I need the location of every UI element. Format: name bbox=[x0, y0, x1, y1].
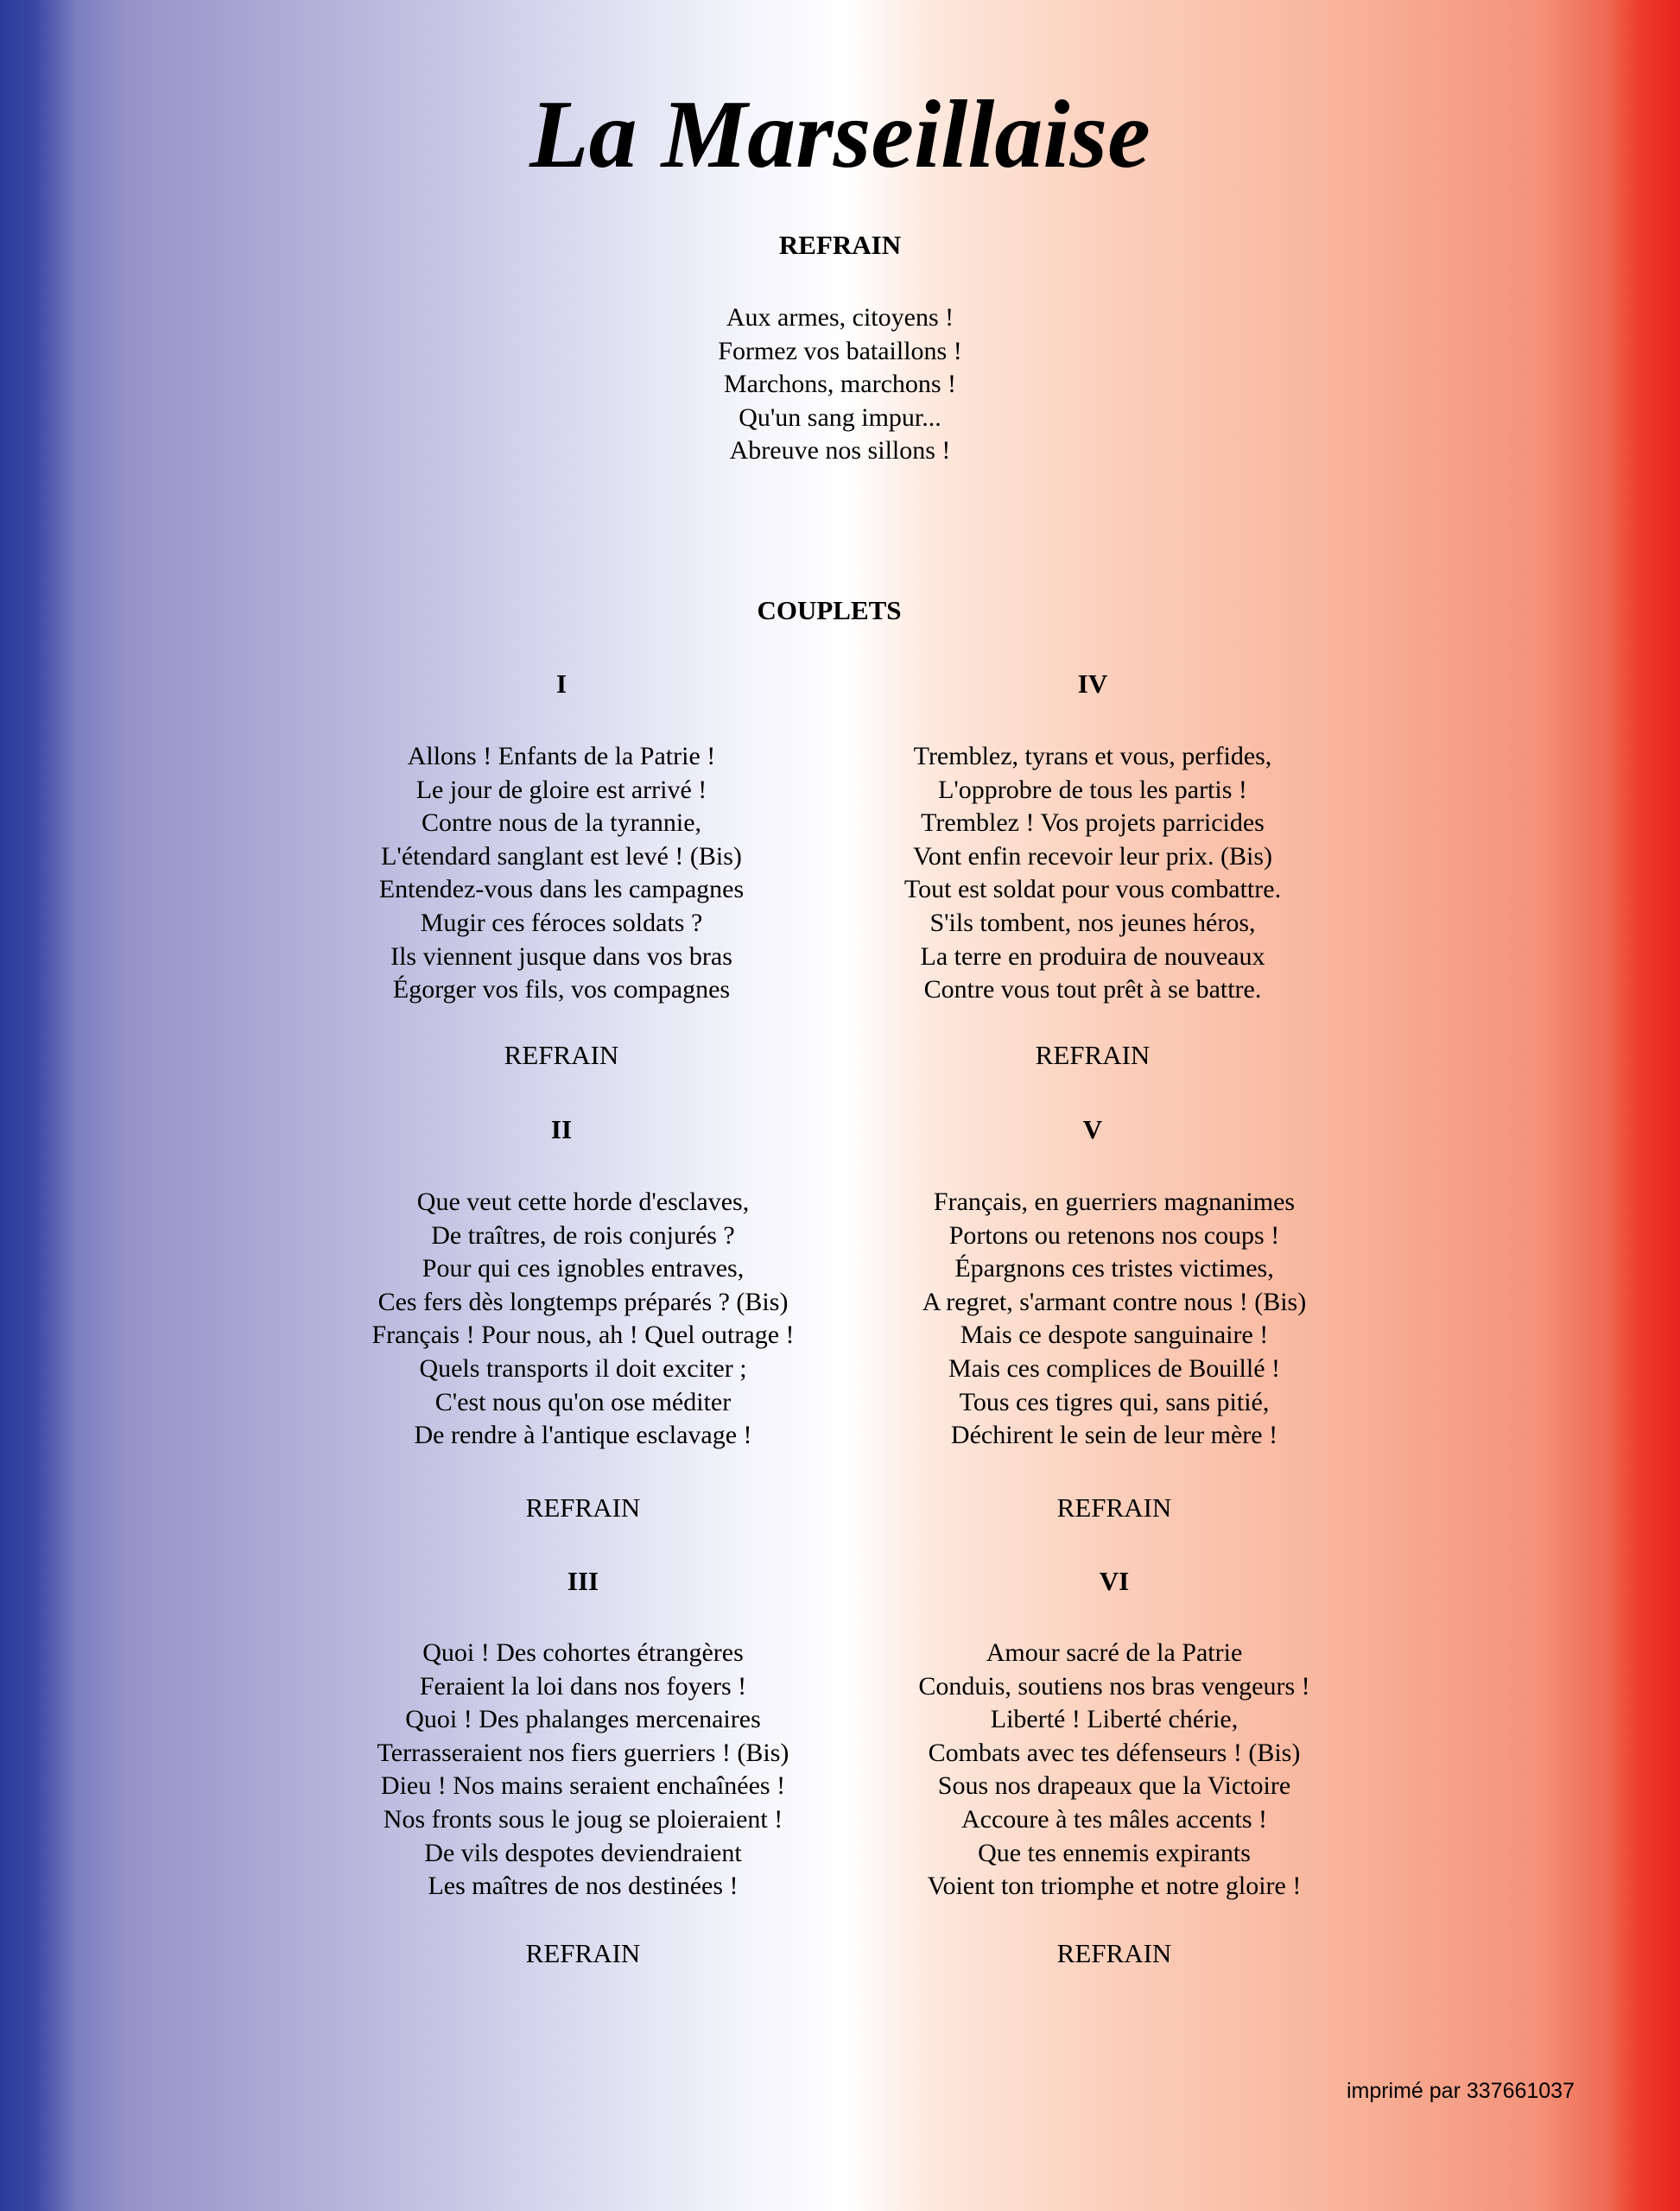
couplet-line: Quoi ! Des phalanges mercenaires bbox=[405, 1705, 761, 1734]
couplet-line: Épargnons ces tristes victimes, bbox=[954, 1254, 1274, 1283]
couplet-line: Quels transports il doit exciter ; bbox=[419, 1353, 747, 1383]
couplet-line: Vont enfin recevoir leur prix. (Bis) bbox=[912, 841, 1272, 871]
couplet-line: Voient ton triomphe et notre gloire ! bbox=[927, 1872, 1302, 1901]
refrain-label: REFRAIN bbox=[504, 1040, 619, 1070]
couplet-line: Mais ce despote sanguinaire ! bbox=[960, 1321, 1269, 1350]
refrain-heading: REFRAIN bbox=[778, 230, 902, 260]
couplet-line: Tremblez ! Vos projets parricides bbox=[921, 808, 1265, 838]
couplet-line: Combats avec tes défenseurs ! (Bis) bbox=[928, 1738, 1301, 1767]
couplet-line: Feraient la loi dans nos foyers ! bbox=[419, 1671, 747, 1701]
couplet-numeral: IV bbox=[1077, 668, 1108, 699]
refrain-label: REFRAIN bbox=[1056, 1492, 1172, 1523]
couplet-lines bbox=[302, 740, 821, 1007]
couplet-line: Ces fers dès longtemps préparés ? (Bis) bbox=[377, 1287, 789, 1316]
couplet-line: Ils viennent jusque dans vos bras bbox=[390, 941, 732, 971]
couplet-line: Contre nous de la tyrannie, bbox=[421, 808, 702, 838]
couplet-line: Pour qui ces ignobles entraves, bbox=[422, 1254, 745, 1283]
couplet-line: Mais ces complices de Bouillé ! bbox=[948, 1353, 1281, 1383]
couplet-line: Sous nos drapeaux que la Victoire bbox=[937, 1771, 1291, 1801]
couplet-line: Portons ou retenons nos coups ! bbox=[948, 1220, 1280, 1250]
couplet-line: Quoi ! Des cohortes étrangères bbox=[422, 1638, 744, 1667]
couplet-line: Que tes ennemis expirants bbox=[978, 1838, 1251, 1867]
refrain-line: Qu'un sang impur... bbox=[739, 402, 941, 432]
couplet-line: Contre vous tout prêt à se battre. bbox=[923, 975, 1262, 1004]
couplet-lines bbox=[855, 1186, 1373, 1453]
couplet-line: De vils despotes deviendraient bbox=[424, 1838, 742, 1867]
printed-by-footer: imprimé par 337661037 bbox=[1346, 2079, 1575, 2103]
couplet-line: Allons ! Enfants de la Patrie ! bbox=[407, 742, 716, 770]
couplet-line: Les maîtres de nos destinées ! bbox=[428, 1872, 739, 1901]
refrain-label: REFRAIN bbox=[525, 1492, 641, 1523]
couplet-line: Égorger vos fils, vos compagnes bbox=[392, 975, 731, 1004]
refrain-label: REFRAIN bbox=[525, 1938, 641, 1968]
couplet-line: Liberté ! Liberté chérie, bbox=[990, 1705, 1239, 1734]
couplet-line: Tous ces tigres qui, sans pitié, bbox=[959, 1387, 1270, 1416]
couplet-line: Conduis, soutiens nos bras vengeurs ! bbox=[918, 1671, 1310, 1701]
couplet-line: Français, en guerriers magnanimes bbox=[933, 1188, 1296, 1216]
refrain-line: Formez vos bataillons ! bbox=[718, 336, 962, 365]
couplet-lines bbox=[324, 1637, 842, 1904]
couplet-lines bbox=[855, 1637, 1373, 1904]
couplet-line: Tremblez, tyrans et vous, perfides, bbox=[913, 742, 1272, 770]
couplet-line: Que veut cette horde d'esclaves, bbox=[416, 1188, 750, 1216]
couplet-line: Déchirent le sein de leur mère ! bbox=[950, 1421, 1278, 1450]
couplet-line: Le jour de gloire est arrivé ! bbox=[415, 775, 707, 804]
refrain-label: REFRAIN bbox=[1035, 1040, 1151, 1070]
couplet-line: La terre en produira de nouveaux bbox=[920, 941, 1265, 971]
couplet-numeral: I bbox=[555, 668, 567, 699]
couplet-numeral: III bbox=[567, 1566, 599, 1596]
couplet-line: Mugir ces féroces soldats ? bbox=[420, 908, 703, 937]
couplet-numeral: V bbox=[1082, 1114, 1103, 1144]
couplet-line: S'ils tombent, nos jeunes héros, bbox=[929, 908, 1256, 937]
couplet-line: Tout est soldat pour vous combattre. bbox=[903, 875, 1282, 904]
couplet-lines bbox=[324, 1186, 842, 1453]
couplet-numeral: II bbox=[550, 1114, 573, 1144]
couplet-lines bbox=[834, 740, 1352, 1007]
refrain-label: REFRAIN bbox=[1056, 1938, 1172, 1968]
couplet-numeral: VI bbox=[1099, 1566, 1130, 1596]
couplets-heading: COUPLETS bbox=[757, 595, 902, 625]
couplet-line: C'est nous qu'on ose méditer bbox=[434, 1387, 732, 1416]
couplet-line: Nos fronts sous le joug se ploieraient ! bbox=[383, 1804, 783, 1834]
couplet-line: Terrasseraient nos fiers guerriers ! (Bis) bbox=[377, 1738, 789, 1767]
couplet-line: Dieu ! Nos mains seraient enchaînées ! bbox=[380, 1771, 786, 1801]
couplet-line: A regret, s'armant contre nous ! (Bis) bbox=[922, 1287, 1307, 1316]
page-title: La Marseillaise bbox=[529, 81, 1151, 188]
refrain-line: Marchons, marchons ! bbox=[723, 370, 957, 399]
couplet-line: Français ! Pour nous, ah ! Quel outrage ! bbox=[371, 1321, 795, 1350]
refrain-lines bbox=[0, 301, 1680, 468]
couplet-line: Entendez-vous dans les campagnes bbox=[378, 875, 745, 904]
couplet-line: De rendre à l'antique esclavage ! bbox=[414, 1421, 752, 1450]
couplet-line: Accoure à tes mâles accents ! bbox=[961, 1804, 1267, 1834]
couplet-line: L'étendard sanglant est levé ! (Bis) bbox=[381, 841, 742, 871]
refrain-line: Aux armes, citoyens ! bbox=[726, 303, 954, 332]
couplet-line: Amour sacré de la Patrie bbox=[986, 1638, 1243, 1667]
couplet-line: De traîtres, de rois conjurés ? bbox=[431, 1220, 735, 1250]
refrain-line: Abreuve nos sillons ! bbox=[729, 436, 951, 466]
couplet-line: L'opprobre de tous les partis ! bbox=[938, 775, 1247, 804]
